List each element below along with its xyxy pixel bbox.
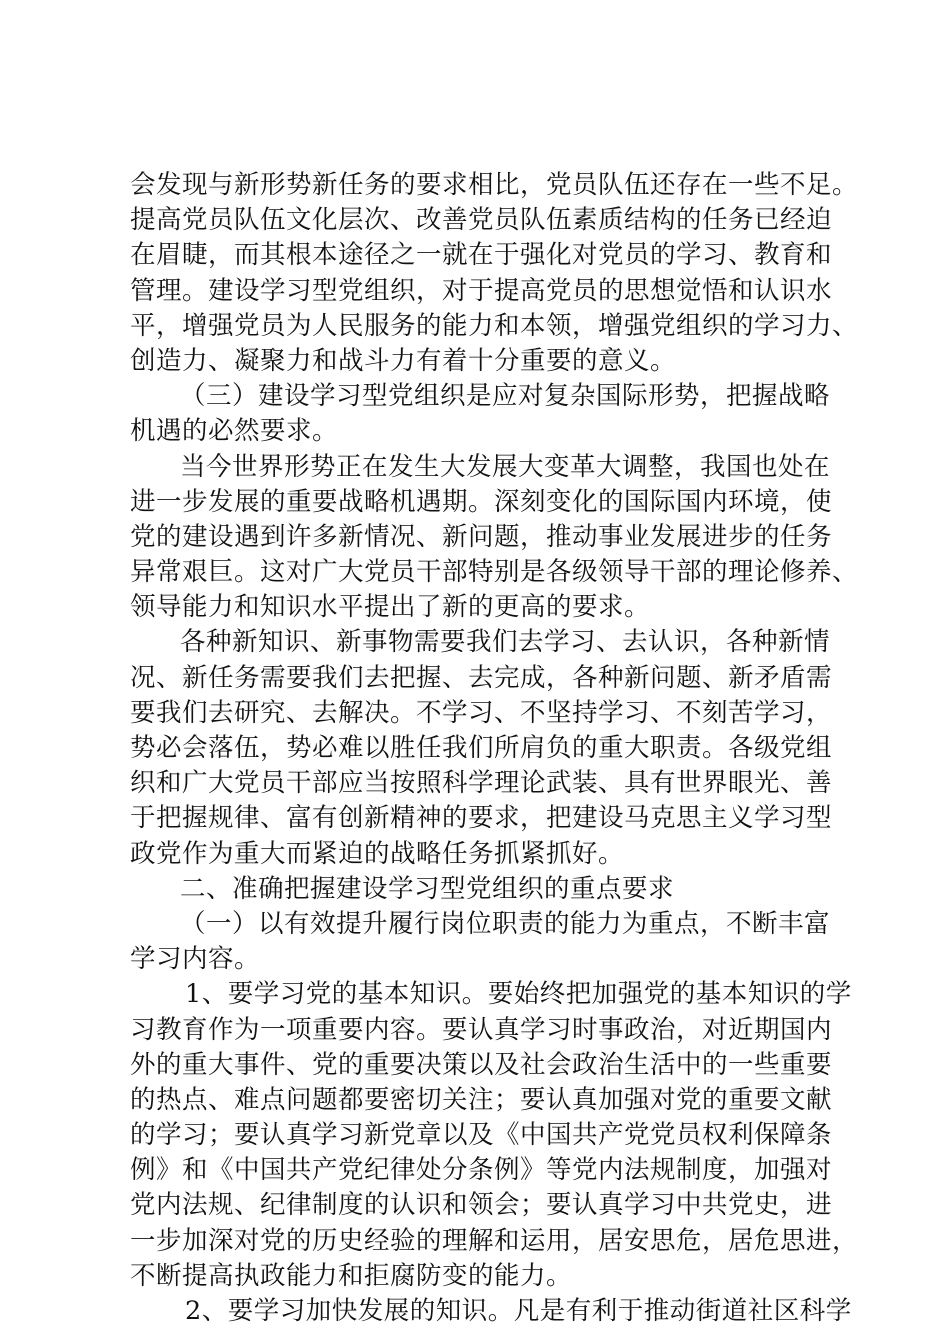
section-heading: （三）建设学习型党组织是应对复杂国际形势，把握战略	[180, 381, 831, 412]
section-heading-continued: 机遇的必然要求。	[130, 416, 339, 447]
text-line: 进一步发展的重要战略机遇期。深刻变化的国际国内环境，使	[130, 486, 833, 517]
text-line: 政党作为重大而紧迫的战略任务抓紧抓好。	[130, 838, 625, 869]
major-heading: 二、准确把握建设学习型党组织的重点要求	[180, 873, 675, 904]
text-line: 况、新任务需要我们去把握、去完成，各种新问题、新矛盾需	[130, 662, 833, 693]
text-line: 在眉睫，而其根本途径之一就在于强化对党员的学习、教育和	[130, 240, 833, 271]
text-line: 的学习；要认真学习新党章以及《中国共产党党员权利保障条	[130, 1120, 833, 1151]
text-line: 例》和《中国共产党纪律处分条例》等党内法规制度，加强对	[130, 1155, 833, 1186]
text-line: 习教育作为一项重要内容。要认真学习时事政治，对近期国内	[130, 1014, 833, 1045]
text-line: 创造力、凝聚力和战斗力有着十分重要的意义。	[130, 345, 677, 376]
text-line: 提高党员队伍文化层次、改善党员队伍素质结构的任务已经迫	[130, 205, 833, 236]
numbered-item: 1、要学习党的基本知识。要始终把加强党的基本知识的学	[185, 979, 852, 1010]
paragraph-start: 各种新知识、新事物需要我们去学习、去认识，各种新情	[180, 627, 831, 658]
section-heading: （一）以有效提升履行岗位职责的能力为重点，不断丰富	[180, 908, 831, 939]
text-line: 一步加深对党的历史经验的理解和运用，居安思危，居危思进，	[130, 1225, 859, 1256]
text-line: 要我们去研究、去解决。不学习、不坚持学习、不刻苦学习，	[130, 697, 833, 728]
numbered-item: 2、要学习加快发展的知识。凡是有利于推动街道社区科学	[185, 1296, 852, 1326]
text-line: 外的重大事件、党的重要决策以及社会政治生活中的一些重要	[130, 1049, 833, 1080]
text-line: 党内法规、纪律制度的认识和领会；要认真学习中共党史，进	[130, 1190, 833, 1221]
text-line: 的热点、难点问题都要密切关注；要认真加强对党的重要文献	[130, 1084, 833, 1115]
text-line: 平，增强党员为人民服务的能力和本领，增强党组织的学习力、	[130, 310, 859, 341]
text-line: 管理。建设学习型党组织，对于提高党员的思想觉悟和认识水	[130, 275, 833, 306]
paragraph-start: 当今世界形势正在发生大发展大变革大调整，我国也处在	[180, 451, 831, 482]
text-line: 领导能力和知识水平提出了新的更高的要求。	[130, 592, 651, 623]
text-line: 不断提高执政能力和拒腐防变的能力。	[130, 1260, 573, 1291]
text-line: 会发现与新形势新任务的要求相比，党员队伍还存在一些不足。	[130, 170, 859, 200]
text-line: 异常艰巨。这对广大党员干部特别是各级领导干部的理论修养、	[130, 557, 859, 588]
text-line: 势必会落伍，势必难以胜任我们所肩负的重大职责。各级党组	[130, 733, 833, 763]
text-line: 织和广大党员干部应当按照科学理论武装、具有世界眼光、善	[130, 768, 833, 799]
section-heading-continued: 学习内容。	[130, 944, 261, 975]
document-body	[130, 168, 859, 1329]
text-line: 党的建设遇到许多新情况、新问题，推动事业发展进步的任务	[130, 521, 833, 552]
text-line: 于把握规律、富有创新精神的要求，把建设马克思主义学习型	[130, 803, 833, 834]
